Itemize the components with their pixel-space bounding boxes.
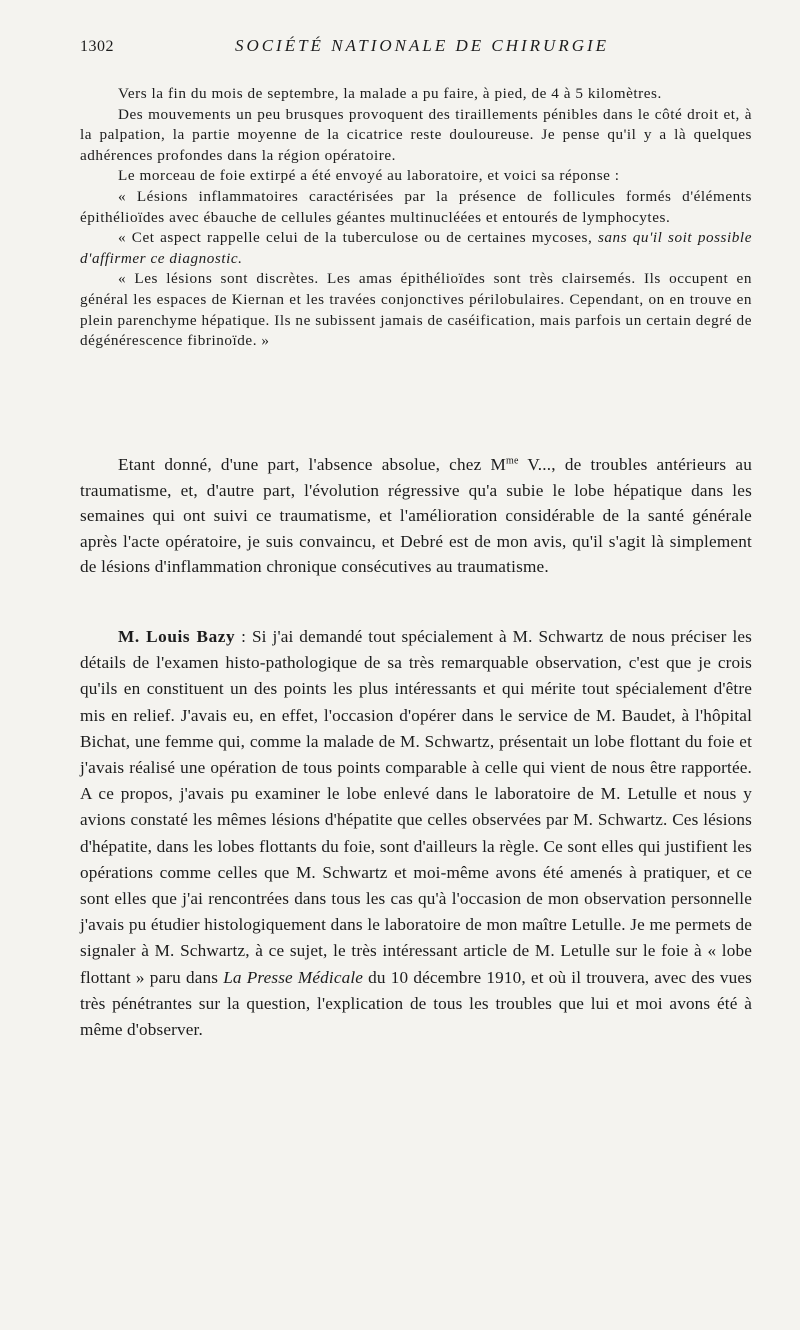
paragraph-walking: Vers la fin du mois de septembre, la malade a pu faire, à pied, de 4 à 5 kilomètres. (118, 85, 662, 102)
page-number: 1302 (80, 38, 114, 55)
case-report-section (80, 84, 752, 352)
conclusion-text-end: V..., de troubles antérieurs au traumatisme, et, d'autre part, l'évolution régressive qu'a subie le lobe hépatique dans les semaines qui ont suivi ce traumatisme, et l'amélioration considérable de la santé générale après l'acte opératoire, je suis convaincu, et Debré est de mon avis, qu'il s'agit là simplement de lésions d'inflammation chronique consécutives au traumatisme. (80, 455, 752, 577)
paragraph-conclusion (80, 452, 752, 580)
superscript-me: me (505, 455, 519, 467)
discussion-text-start: : Si j'ai demandé tout spécialement à M. Schwartz de nous préciser les détails de l'examen histo-pathologique de sa très remarquable observation, c'est que je crois qu'ils en constituent un des points les plus intéressants et qui mérite tout spécialement d'être mis en relief. J'avais eu, en effet, l'occasion d'opérer dans le service de M. Baudet, à l'hôpital Bichat, une femme qui, comme la malade de M. Schwartz, présentait un lobe flottant du foie et j'avais réalisé une opération de tous points comparable à celle qui vient de nous être rapportée. A ce propos, j'avais pu examiner le lobe enlevé dans le laboratoire de M. Letulle et nous y avions constaté les mêmes lésions d'hépatite que celles observées par M. Schwartz. Ces lésions d'hépatite, dans les lobes flottants du foie, sont d'ailleurs la règle. Ce sont elles qui justifient les opérations comme celles que M. Schwartz et moi-même avons été amenés à pratiquer, et ce sont elles que j'ai rencontrées dans tous les cas qu'à l'occasion de mon observation personnelle j'avais pu étudier histologiquement dans le laboratoire de mon maître Letulle. Je me permets de signaler à M. Schwartz, à ce sujet, le très intéressant article de M. Letulle sur le foie à « lobe flottant » paru dans (80, 627, 753, 987)
running-title: SOCIÉTÉ NATIONALE DE CHIRURGIE (234, 36, 610, 55)
discussion-section (80, 624, 752, 1043)
discussion-text-end: du 10 décembre 1910, et où il trouvera, avec des vues très pénétrantes sur la question, l'explication de tous les troubles que lui et moi avons été à même d'observer. (80, 967, 752, 1040)
conclusion-section (80, 452, 752, 580)
quote-discrete: « Les lésions sont discrètes. Les amas épithélioïdes sont très clairsemés. Ils occupent en général les espaces de Kiernan et les travées conjonctives périlobulaires. Cependant, on en trouve en plein parenchyme hépatique. Ils ne subissent jamais de caséification, mais parfois un certain degré de dégénérescence fibrinoïde. » (80, 270, 752, 350)
quote-aspect-text: « Cet aspect rappelle celui de la tuberculose ou de certaines mycoses, (118, 229, 593, 247)
paragraph-symptoms: Des mouvements un peu brusques provoquent des tiraillements pénibles dans le côté droit et, à la palpation, la partie moyenne de la cicatrice reste douloureuse. Je pense qu'il y a là quelques adhérences profondes dans la région opératoire. (80, 105, 752, 164)
quote-aspect-italic: sans qu'il soit possible d'affirmer ce diagnostic. (80, 229, 752, 267)
page-header (80, 36, 760, 56)
conclusion-text-start: Etant donné, d'une part, l'absence absolue, chez M (118, 455, 506, 474)
quote-lesions: « Lésions inflammatoires caractérisées par la présence de follicules formés d'éléments épithélioïdes avec ébauche de cellules géantes multinucléées et entourés de lymphocytes. (80, 187, 752, 226)
quote-aspect (80, 228, 752, 269)
journal-title: La Presse Médicale (223, 967, 364, 987)
paragraph-discussion (80, 624, 752, 1043)
speaker-name: M. Louis Bazy (118, 627, 236, 646)
paragraph-laboratory: Le morceau de foie extirpé a été envoyé au laboratoire, et voici sa réponse : (118, 167, 620, 185)
